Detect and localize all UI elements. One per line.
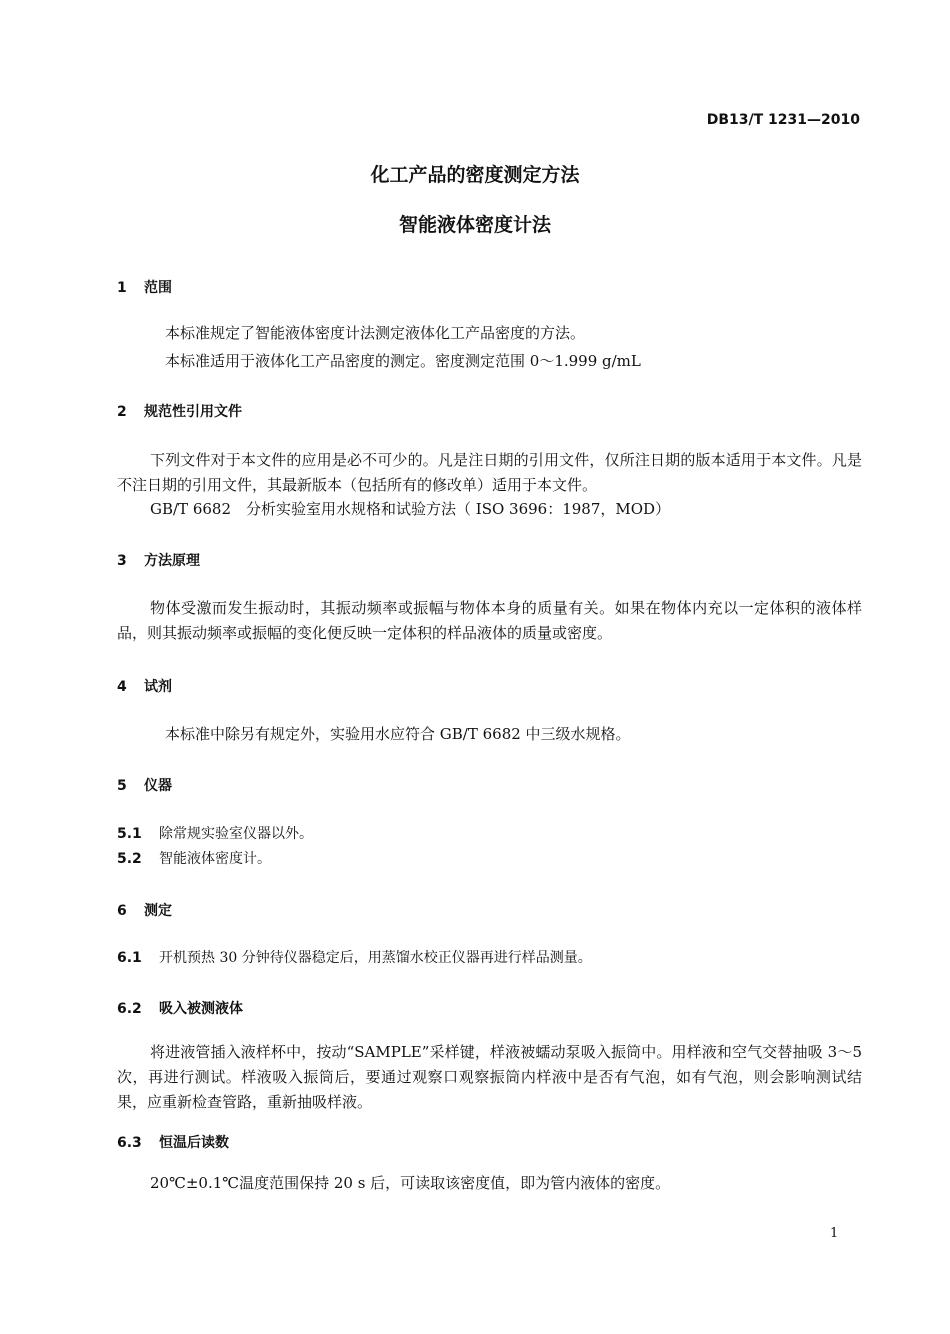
clause-number: 6.2 (117, 1001, 142, 1017)
section-number: 6 (117, 903, 127, 919)
section-title: 方法原理 (144, 553, 200, 569)
section-number: 5 (117, 778, 127, 794)
clause-6-3-heading (117, 1132, 229, 1152)
clause-text: 智能液体密度计。 (159, 851, 271, 867)
section-title: 试剂 (144, 679, 172, 695)
paragraph: 本标准规定了智能液体密度计法测定液体化工产品密度的方法。 (165, 324, 586, 342)
clause-number: 5.2 (117, 851, 142, 867)
section-2-heading (117, 401, 242, 421)
paragraph: 物体受激而发生振动时，其振动频率或振幅与物体本身的质量有关。如果在物体内充以一定体积的液体样品，则其振动频率或振幅的变化便反映一定体积的样品液体的质量或密度。 (117, 599, 862, 642)
document-subtitle: 智能液体密度计法 (398, 214, 551, 236)
clause-5-2 (117, 848, 271, 868)
section-number: 1 (117, 280, 127, 296)
clause-title: 吸入被测液体 (159, 1001, 243, 1017)
clause-number: 5.1 (117, 826, 142, 842)
paragraph: 20℃±0.1℃温度范围保持 20 s 后，可读取该密度值，即为管内液体的密度。 (150, 1174, 671, 1192)
paragraph: 本标准适用于液体化工产品密度的测定。密度测定范围 0～1.999 g/mL (165, 352, 641, 370)
section-title: 规范性引用文件 (144, 404, 242, 420)
section-5-heading (117, 775, 172, 795)
document-title: 化工产品的密度测定方法 (370, 164, 580, 186)
paragraph: 下列文件对于本文件的应用是必不可少的。凡是注日期的引用文件，仅所注日期的版本适用于本文件。凡是不注日期的引用文件，其最新版本（包括所有的修改单）适用于本文件。 (117, 451, 862, 494)
section-6-heading (117, 900, 172, 920)
section-title: 仪器 (144, 778, 172, 794)
section-1-heading (117, 277, 172, 297)
section-4-heading (117, 676, 172, 696)
section-number: 2 (117, 404, 127, 420)
section-3-heading (117, 550, 200, 570)
section-number: 3 (117, 553, 127, 569)
clause-number: 6.1 (117, 950, 142, 966)
section-title: 范围 (144, 280, 172, 296)
standard-number: DB13/T 1231—2010 (706, 112, 860, 128)
page-number: 1 (830, 1226, 839, 1241)
section-title: 测定 (144, 903, 172, 919)
section-number: 4 (117, 679, 127, 695)
clause-text: 除常规实验室仪器以外。 (159, 826, 313, 842)
clause-title: 恒温后读数 (159, 1135, 229, 1151)
clause-text: 开机预热 30 分钟待仪器稳定后，用蒸馏水校正仪器再进行样品测量。 (159, 950, 592, 966)
clause-number: 6.3 (117, 1135, 142, 1151)
paragraph: 将进液管插入液样杯中，按动“SAMPLE”采样键，样液被蠕动泵吸入振筒中。用样液和空气交替抽吸 3～5 次，再进行测试。样液吸入振筒后，要通过观察口观察振筒内样液中是否有气泡，如有气泡，则会影响测试结果，应重新检查管路，重新抽吸样液。 (117, 1043, 862, 1111)
clause-6-2-heading (117, 998, 243, 1018)
clause-6-1 (117, 947, 592, 967)
clause-5-1 (117, 823, 313, 843)
normative-reference: GB/T 6682 分析实验室用水规格和试验方法（ ISO 3696：1987，MOD） (150, 500, 671, 518)
paragraph: 本标准中除另有规定外，实验用水应符合 GB/T 6682 中三级水规格。 (165, 725, 631, 743)
